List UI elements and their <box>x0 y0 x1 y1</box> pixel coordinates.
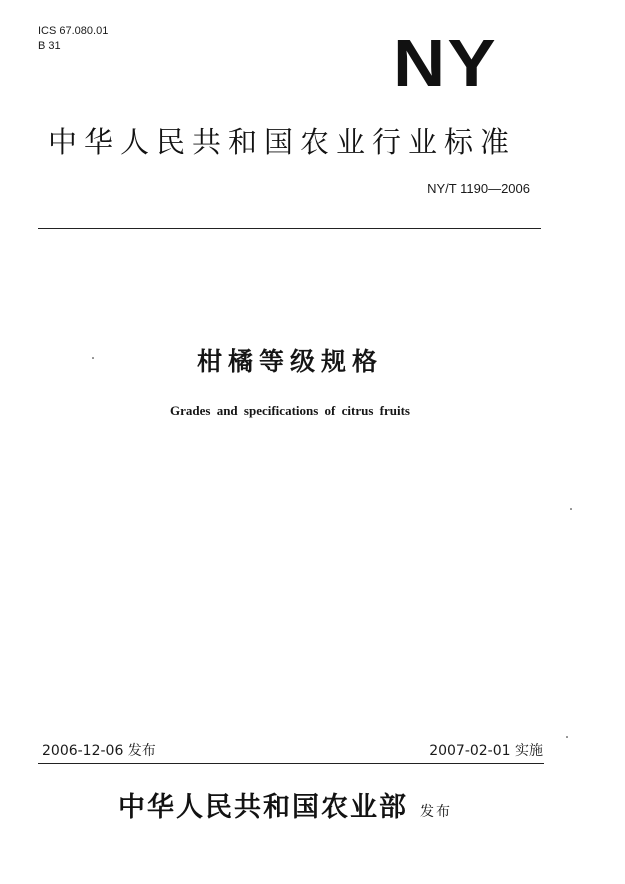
header-divider <box>38 228 541 229</box>
issuer-line <box>118 790 452 826</box>
classification-codes <box>38 24 108 54</box>
ccs-code: B 31 <box>38 40 61 52</box>
ministry-title: 中华人民共和国农业行业标准 <box>48 125 517 159</box>
scan-speck <box>570 508 572 510</box>
ny-logo: NY <box>393 26 498 101</box>
english-title: Grades and specifications of citrus fruits <box>170 403 410 418</box>
footer-divider <box>38 763 544 764</box>
scan-speck <box>566 736 568 738</box>
chinese-title: 柑橘等级规格 <box>196 347 383 376</box>
ics-code: ICS 67.080.01 <box>38 25 109 37</box>
issuer-action: 发布 <box>420 804 452 820</box>
standard-number: NY/T 1190—2006 <box>427 181 530 196</box>
implementation-date: 2007-02-01 实施 <box>429 743 543 759</box>
issuer-name: 中华人民共和国农业部 <box>118 792 408 823</box>
scan-speck <box>92 357 94 359</box>
issue-date: 2006-12-06 发布 <box>42 743 156 759</box>
